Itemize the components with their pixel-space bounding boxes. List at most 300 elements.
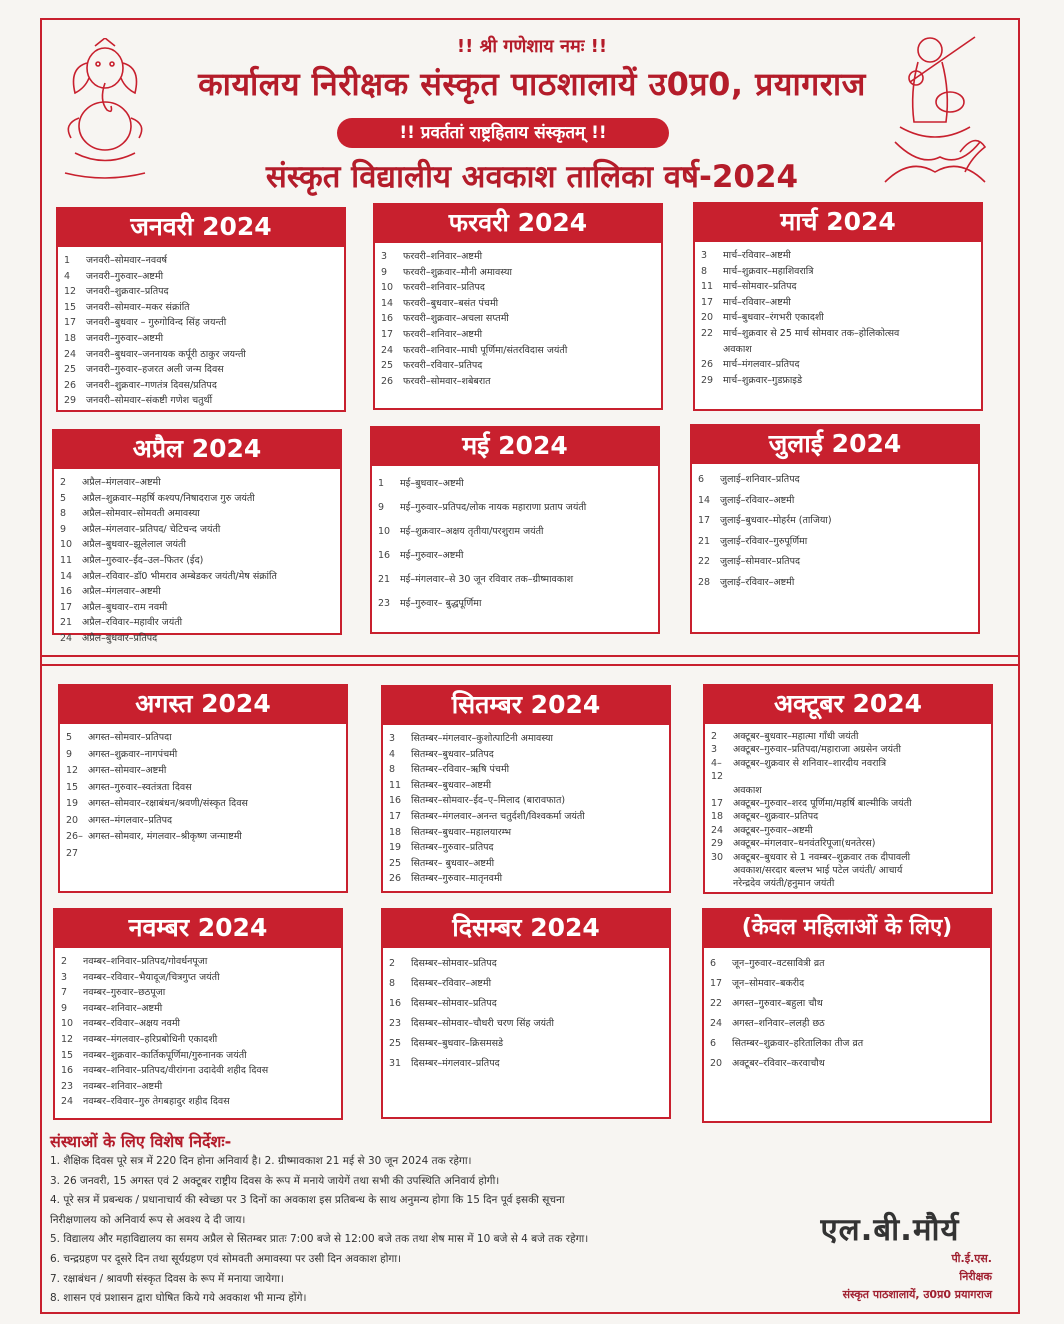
month-box-july	[690, 424, 980, 634]
holiday-text: फरवरी–सोमवार–शबेबरात	[403, 375, 491, 387]
holiday-date: 7	[61, 987, 68, 999]
holiday-date: 25	[381, 360, 394, 372]
holiday-date: 6	[710, 958, 717, 969]
month-title: नवम्बर 2024	[53, 908, 343, 948]
holiday-list	[383, 731, 669, 887]
holiday-item	[64, 331, 338, 347]
holiday-item	[64, 393, 338, 409]
month-title: अगस्त 2024	[58, 684, 348, 724]
month-box-october	[703, 684, 993, 894]
holiday-date: 15	[61, 1049, 74, 1061]
holiday-date: 11	[701, 281, 714, 293]
holiday-date: 14	[698, 494, 711, 506]
holiday-list	[60, 730, 346, 862]
holiday-date: 29	[701, 374, 714, 386]
holiday-text: मार्च–बुधवार–रंगभरी एकादशी	[723, 312, 824, 324]
holiday-text: नवम्बर–मंगलवार–हरिप्रबोधिनी एकादशी	[83, 1033, 218, 1045]
month-title: जनवरी 2024	[56, 207, 346, 247]
holiday-text: जनवरी–शुक्रवार–गणतंत्र दिवस/प्रतिपद	[86, 379, 217, 391]
holiday-item	[64, 284, 338, 300]
holiday-date: 31	[389, 1058, 402, 1069]
special-instructions	[50, 1130, 750, 1309]
holiday-date: 25	[389, 1038, 402, 1049]
holiday-date: 8	[60, 508, 67, 520]
holiday-text: अक्टूबर–मंगलवार–धनवंतरिपूजा(धनतेरस)	[733, 838, 876, 850]
holiday-text: जुलाई–सोमवार–प्रतिपद	[720, 556, 801, 567]
holiday-date	[711, 877, 733, 890]
holiday-text: सितम्बर–सोमवार–ईद–ए–मिलाद (बारावफात)	[411, 795, 566, 807]
holiday-item	[711, 864, 985, 877]
holiday-item	[61, 1094, 335, 1110]
holiday-date: 1	[64, 255, 71, 266]
holiday-item	[378, 568, 652, 592]
holiday-item	[389, 747, 663, 763]
holiday-text: जनवरी–शुक्रवार–प्रतिपद	[86, 286, 169, 298]
holiday-text: अक्टूबर–गुरुवार–शरद पूर्णिमा/महर्षि बाल्मीकि जयंती	[733, 798, 912, 810]
holiday-item	[381, 327, 655, 343]
holiday-item	[381, 265, 655, 281]
holiday-item	[378, 472, 652, 496]
holiday-text: अक्टूबर–गुरुवार–प्रतिपदा/महाराजा अग्रसेन जयंती	[733, 744, 901, 756]
holiday-date: 11	[60, 554, 73, 566]
holiday-text: जनवरी–गुरुवार–अष्टमी	[86, 332, 164, 344]
holiday-date: 3	[701, 250, 708, 261]
holiday-item	[701, 310, 975, 326]
holiday-item	[711, 797, 985, 810]
month-title: दिसम्बर 2024	[381, 908, 671, 948]
holiday-text: जनवरी–गुरुवार–हजरत अली जन्म दिवस	[86, 364, 224, 376]
holiday-item	[60, 569, 334, 585]
holiday-item	[389, 762, 663, 778]
motto-banner: !! प्रवर्ततां राष्ट्रहिताय संस्कृतम् !!	[337, 118, 669, 148]
holiday-date: 30	[711, 851, 724, 863]
holiday-text: सितम्बर–शुक्रवार–हरितालिका तीज व्रत	[732, 1038, 864, 1049]
holiday-item	[389, 994, 663, 1014]
holiday-text: जुलाई–रविवार–अष्टमी	[720, 576, 795, 588]
holiday-item	[701, 357, 975, 373]
holiday-date: 9	[60, 523, 67, 535]
holiday-item	[701, 295, 975, 311]
holiday-item	[61, 1016, 335, 1032]
holiday-date: 20	[701, 312, 714, 324]
signatory-office: संस्कृत पाठशालायें, उ0प्र0 प्रयागराज	[842, 1288, 992, 1301]
holiday-text: अगस्त–सोमवार, मंगलवार–श्रीकृष्ण जन्माष्टमी	[88, 831, 242, 842]
holiday-date: 17	[381, 328, 394, 340]
holiday-date: 29	[64, 395, 77, 407]
holiday-item	[389, 1034, 663, 1054]
holiday-date: 26	[64, 379, 77, 391]
holiday-date	[711, 864, 733, 877]
holiday-item	[66, 763, 340, 780]
holiday-text: जुलाई–शनिवार–प्रतिपद	[720, 474, 800, 485]
holiday-text: अप्रैल–बुधवार–प्रतिपद	[82, 632, 158, 644]
holiday-item	[389, 871, 663, 887]
holiday-item	[60, 491, 334, 507]
holiday-item	[61, 1079, 335, 1095]
holiday-item	[60, 600, 334, 616]
holiday-item	[64, 269, 338, 285]
holiday-text: अवकाश	[733, 784, 762, 796]
holiday-item	[389, 778, 663, 794]
holiday-item	[698, 491, 972, 512]
holiday-date: 28	[698, 576, 711, 588]
holiday-item	[61, 1063, 335, 1079]
holiday-date: 24	[711, 824, 724, 836]
holiday-list	[695, 248, 981, 388]
holiday-text: दिसम्बर–बुधवार–क्रिसमसडे	[411, 1038, 504, 1049]
holiday-item	[698, 511, 972, 532]
month-box-august	[58, 684, 348, 893]
holiday-item	[60, 584, 334, 600]
holiday-list	[58, 253, 344, 409]
holiday-date: 6	[698, 474, 705, 485]
instruction-line: निरीक्षणालय को अनिवार्य रूप से अवश्य दे दी जाय।	[50, 1213, 246, 1226]
holiday-text: जनवरी–बुधवार–जननायक कर्पूरी ठाकुर जयन्ती	[86, 348, 246, 360]
holiday-date: 4–12	[711, 757, 724, 783]
holiday-date: 19	[66, 798, 79, 809]
holiday-item	[64, 378, 338, 394]
holiday-item	[711, 877, 985, 890]
holiday-text: अक्टूबर–शुक्रवार–प्रतिपद	[733, 811, 819, 823]
holiday-text: नवम्बर–रविवार–गुरु तेगबहादुर शहीद दिवस	[83, 1096, 230, 1108]
holiday-date: 18	[389, 826, 402, 838]
holiday-date: 24	[61, 1096, 74, 1108]
holiday-date: 22	[710, 998, 723, 1009]
holiday-text: अगस्त–शनिवार–ललही छठ	[732, 1018, 825, 1029]
holiday-list	[55, 954, 341, 1110]
holiday-item	[378, 496, 652, 520]
holiday-date: 15	[66, 781, 79, 793]
holiday-item	[389, 809, 663, 825]
instruction-line: 3. 26 जनवरी, 15 अगस्त एवं 2 अक्टूबर राष्ट्रीय दिवस के रूप में मनाये जायेगें तथा सभी की उपस्थिति अनिवार्य होगी।	[50, 1174, 500, 1187]
holiday-text: जनवरी–बुधवार – गुरुगोविन्द सिंह जयन्ती	[86, 317, 227, 329]
holiday-date: 16	[378, 550, 391, 561]
holiday-item	[711, 743, 985, 756]
holiday-text: दिसम्बर–सोमवार–प्रतिपद	[411, 998, 497, 1009]
holiday-text: जनवरी–गुरुवार–अष्टमी	[86, 270, 164, 282]
month-title: सितम्बर 2024	[381, 685, 671, 725]
holiday-item	[61, 1048, 335, 1064]
holiday-date: 22	[701, 327, 714, 339]
instructions-list	[50, 1152, 750, 1309]
holiday-date: 17	[701, 296, 714, 308]
holiday-item	[64, 253, 338, 269]
holiday-item	[66, 813, 340, 830]
holiday-date: 5	[60, 492, 67, 504]
holiday-date: 17	[698, 515, 711, 526]
holiday-date: 17	[64, 317, 77, 329]
holiday-date: 9	[381, 266, 388, 278]
instruction-line: 5. विद्यालय और महाविद्यालय का समय अप्रैल से सितम्बर प्रातः 7:00 बजे से 12:00 बजे तक तथा शेष मास में 10 बजे से 4 बजे तक रहेगा।	[50, 1233, 589, 1246]
holiday-item	[60, 631, 334, 647]
instruction-line: 6. चन्द्रग्रहण पर दूसरे दिन तथा सूर्यग्रहण एवं सोमवती अमावस्या पर उसी दिन अवकाश होगा।	[50, 1252, 402, 1265]
holiday-item	[701, 342, 975, 358]
holiday-item	[61, 1001, 335, 1017]
holiday-date: 9	[378, 502, 385, 513]
holiday-list	[704, 954, 990, 1074]
holiday-text: नवम्बर–गुरुवार–छठपूजा	[83, 987, 166, 999]
holiday-date: 24	[381, 344, 394, 356]
holiday-date: 3	[711, 744, 718, 756]
holiday-date: 16	[61, 1065, 74, 1077]
holiday-item	[66, 796, 340, 813]
holiday-text: सितम्बर–रविवार–ऋषि पंचमी	[411, 764, 510, 776]
holiday-date: 14	[60, 570, 73, 582]
holiday-item	[381, 311, 655, 327]
month-title: अक्टूबर 2024	[703, 684, 993, 724]
holiday-text: जनवरी–सोमवार–संकष्टी गणेश चतुर्थी	[86, 395, 213, 407]
holiday-date: 9	[61, 1002, 68, 1014]
month-title: जुलाई 2024	[690, 424, 980, 464]
holiday-item	[389, 793, 663, 809]
holiday-item	[389, 825, 663, 841]
holiday-date: 10	[378, 526, 391, 537]
holiday-item	[60, 522, 334, 538]
month-box-february	[373, 203, 663, 410]
holiday-text: नवम्बर–शनिवार–प्रतिपद/गोवर्धनपूजा	[83, 956, 208, 967]
office-title: कार्यालय निरीक्षक संस्कृत पाठशालायें उ0प्र0, प्रयागराज	[198, 65, 866, 103]
holiday-item	[381, 280, 655, 296]
holiday-item	[66, 747, 340, 764]
holiday-text: जून–गुरुवार–वटसावित्री व्रत	[732, 958, 825, 969]
holiday-text: अगस्त–मंगलवार–प्रतिपद	[88, 814, 173, 826]
holiday-item	[698, 532, 972, 553]
holiday-date: 26–27	[66, 831, 83, 859]
holiday-date: 24	[710, 1018, 723, 1029]
holiday-text: फरवरी–बुधवार–बसंत पंचमी	[403, 297, 499, 309]
holiday-text: नवम्बर–शनिवार–अष्टमी	[83, 1002, 163, 1014]
holiday-item	[710, 1054, 984, 1074]
holiday-item	[711, 784, 985, 797]
holiday-date: 24	[64, 348, 77, 360]
holiday-text: मई–शुक्रवार–अक्षय तृतीया/परशुराम जयंती	[400, 526, 544, 537]
holiday-item	[66, 780, 340, 797]
holiday-date: 8	[389, 764, 396, 776]
holiday-text: अवकाश	[723, 343, 752, 355]
month-title: फरवरी 2024	[373, 203, 663, 243]
holiday-item	[389, 731, 663, 747]
holiday-item	[711, 851, 985, 864]
holiday-item	[389, 1054, 663, 1074]
holiday-text: अगस्त–सोमवार–अष्टमी	[88, 765, 167, 776]
holiday-date: 23	[378, 598, 391, 609]
instruction-line: 7. रक्षाबंधन / श्रावणी संस्कृत दिवस के रूप में मनाया जायेगा।	[50, 1272, 284, 1285]
holiday-item	[710, 974, 984, 994]
signatory-designation: निरीक्षक	[959, 1270, 992, 1283]
month-box-april	[52, 429, 342, 644]
holiday-text: अगस्त–सोमवार–प्रतिपदा	[88, 732, 172, 743]
holiday-item	[381, 374, 655, 390]
holiday-text: नवम्बर–शनिवार–प्रतिपद/वीरांगना उदादेवी शहीद दिवस	[83, 1065, 269, 1077]
holiday-date: 9	[66, 748, 73, 760]
holiday-date: 12	[66, 765, 79, 776]
holiday-date: 2	[711, 731, 718, 742]
holiday-date	[711, 784, 733, 797]
holiday-item	[389, 954, 663, 974]
holiday-date: 2	[389, 958, 396, 969]
holiday-text: सितम्बर–बुधवार–अष्टमी	[411, 779, 492, 791]
holiday-text: अगस्त–शुक्रवार–नागपंचमी	[88, 748, 178, 760]
holiday-date: 17	[60, 601, 73, 613]
holiday-text: फरवरी–रविवार–प्रतिपद	[403, 360, 483, 372]
holiday-item	[711, 730, 985, 743]
holiday-date: 21	[60, 617, 73, 629]
month-title: (केवल महिलाओं के लिए)	[702, 908, 992, 948]
holiday-text: सितम्बर–बुधवार–प्रतिपद	[411, 748, 494, 760]
holiday-item	[711, 757, 985, 784]
holiday-date: 20	[710, 1058, 723, 1069]
holiday-text: अप्रैल–बुधवार–राम नवमी	[82, 601, 168, 613]
holiday-text: अप्रैल–रविवार–महावीर जयंती	[82, 617, 183, 629]
instruction-line: 1. शैक्षिक दिवस पूरे सत्र में 220 दिन होना अनिवार्य है। 2. ग्रीष्मावकाश 21 मई से 30 जून 2024 तक रहेगा।	[50, 1155, 472, 1167]
holiday-date: 2	[60, 477, 67, 488]
holiday-item	[66, 730, 340, 747]
holiday-text: सितम्बर–बुधवार–महालयारम्भ	[411, 826, 512, 838]
holiday-date: 15	[64, 301, 77, 313]
holiday-text: मई–गुरुवार–प्रतिपद/लोक नायक महाराणा प्रताप जयंती	[400, 502, 587, 513]
holiday-date: 14	[381, 297, 394, 309]
signatory-service: पी.ई.एस.	[951, 1252, 992, 1265]
holiday-item	[389, 856, 663, 872]
holiday-text: मार्च–शुक्रवार से 25 मार्च सोमवार तक–होलिकोत्सव	[723, 327, 900, 339]
holiday-list	[375, 249, 661, 389]
holiday-text: नवम्बर–शनिवार–अष्टमी	[83, 1080, 163, 1092]
holiday-item	[710, 994, 984, 1014]
holiday-item	[389, 974, 663, 994]
holiday-date: 10	[381, 282, 394, 294]
holiday-date: 26	[381, 375, 394, 387]
holiday-date: 17	[389, 810, 402, 822]
holiday-date: 1	[378, 478, 385, 489]
holiday-item	[381, 343, 655, 359]
holiday-item	[378, 592, 652, 616]
holiday-text: सितम्बर–गुरुवार–मातृनवमी	[411, 873, 503, 885]
holiday-text: अगस्त–सोमवार–रक्षाबंधन/श्रवणी/संस्कृत दिवस	[88, 798, 248, 809]
holiday-text: दिसम्बर–सोमवार–प्रतिपद	[411, 958, 497, 969]
holiday-text: अप्रैल–मंगलवार–प्रतिपद/ चेटिचन्द जयंती	[82, 523, 221, 535]
holiday-text: जनवरी–सोमवार–मकर संक्रांति	[86, 301, 190, 313]
holiday-date: 5	[66, 732, 73, 743]
holiday-item	[711, 837, 985, 850]
holiday-item	[64, 300, 338, 316]
holiday-list	[692, 470, 978, 593]
instruction-line: 8. शासन एवं प्रशासन द्वारा घोषित किये गये अवकाश भी मान्य होंगे।	[50, 1292, 307, 1305]
holiday-text: सितम्बर–गुरुवार–प्रतिपद	[411, 842, 494, 854]
holiday-item	[711, 810, 985, 823]
holiday-date: 3	[389, 733, 396, 744]
holiday-item	[64, 315, 338, 331]
holiday-item	[698, 573, 972, 594]
holiday-text: अवकाश/सरदार बल्लभ भाई पटेल जयंती/ आचार्य	[733, 865, 903, 877]
holiday-text: अक्टूबर–बुधवार–महात्मा गाँधी जयंती	[733, 731, 859, 742]
holiday-date: 26	[701, 359, 714, 371]
holiday-item	[698, 470, 972, 491]
holiday-item	[61, 970, 335, 986]
holiday-date: 21	[378, 574, 391, 585]
holiday-item	[64, 347, 338, 363]
holiday-text: दिसम्बर–मंगलवार–प्रतिपद	[411, 1058, 500, 1069]
holiday-date: 10	[60, 539, 73, 551]
holiday-date: 21	[698, 535, 711, 547]
holiday-text: मार्च–रविवार–अष्टमी	[723, 296, 791, 308]
holiday-date: 8	[701, 265, 708, 277]
holiday-text: फरवरी–शुक्रवार–मौनी अमावस्या	[403, 266, 512, 278]
holiday-item	[711, 824, 985, 837]
holiday-text: अप्रैल–शुक्रवार–महर्षि कश्यप/निषादराज गुरु जयंती	[82, 492, 255, 504]
holiday-text: अगस्त–गुरुवार–स्वतंत्रता दिवस	[88, 781, 192, 793]
month-box-march	[693, 202, 983, 411]
holiday-item	[61, 985, 335, 1001]
holiday-date: 12	[61, 1033, 74, 1045]
holiday-text: अप्रैल–बुधवार–झूलेलाल जयंती	[82, 539, 186, 551]
month-box-may	[370, 426, 660, 634]
holiday-text: फरवरी–शुक्रवार–अचला सप्तमी	[403, 313, 509, 325]
holiday-text: जून–सोमवार–बकरीद	[732, 978, 805, 989]
month-box-september	[381, 685, 671, 893]
holiday-list	[705, 730, 991, 891]
holiday-text: नरेन्द्रदेव जयंती/हनुमान जयंती	[733, 878, 835, 890]
holiday-item	[698, 552, 972, 573]
instruction-line: 4. पूरे सत्र में प्रबन्धक / प्रधानाचार्य की स्वेच्छा पर 3 दिनों का अवकाश इस प्रतिबन्ध के साथ अनुमन्य होगा कि 15 दिन पूर्व इसकी सूचना	[50, 1194, 565, 1207]
holiday-date: 3	[61, 971, 68, 983]
holiday-date: 16	[381, 313, 394, 325]
holiday-item	[701, 248, 975, 264]
holiday-text: जनवरी–सोमवार–नववर्ष	[86, 255, 167, 266]
holiday-item	[710, 1034, 984, 1054]
holiday-text: अक्टूबर–बुधवार से 1 नवम्बर–शुक्रवार तक दीपावली	[733, 851, 911, 863]
holiday-text: मार्च–शुक्रवार–महाशिवरात्रि	[723, 265, 814, 277]
holiday-text: मई–गुरुवार–अष्टमी	[400, 550, 464, 561]
holiday-date: 23	[61, 1080, 74, 1092]
signatory-name: एल.बी.मौर्य	[820, 1212, 960, 1248]
holiday-item	[710, 1014, 984, 1034]
holiday-date	[701, 342, 723, 358]
holiday-list	[54, 475, 340, 647]
holiday-text: मई–बुधवार–अष्टमी	[400, 478, 464, 489]
holiday-date: 23	[389, 1018, 402, 1029]
holiday-text: अप्रैल–गुरुवार–ईद–उल–फितर (ईद)	[82, 554, 204, 566]
holiday-date: 18	[711, 811, 724, 823]
holiday-text: अप्रैल–मंगलवार–अष्टमी	[82, 477, 161, 488]
holiday-text: अगस्त–गुरुवार–बहुला चौथ	[732, 998, 823, 1009]
month-box-november	[53, 908, 343, 1120]
holiday-text: नवम्बर–रविवार–भैयादूज/चित्रगुप्त जयंती	[83, 971, 220, 983]
holiday-text: मार्च–सोमवार–प्रतिपद	[723, 281, 797, 293]
holiday-text: अक्टूबर–रविवार–करवाचौथ	[732, 1058, 825, 1069]
holiday-item	[389, 1014, 663, 1034]
holiday-item	[66, 829, 340, 862]
holiday-text: फरवरी–शनिवार–प्रतिपद	[403, 282, 485, 294]
holiday-text: सितम्बर– बुधवार–अष्टमी	[411, 857, 495, 869]
holiday-item	[60, 475, 334, 491]
holiday-date: 10	[61, 1018, 74, 1030]
holiday-text: मार्च–शुक्रवार–गुडफ्राइडे	[723, 374, 803, 386]
holiday-text: फरवरी–शनिवार–अष्टमी	[403, 328, 483, 340]
month-title: मार्च 2024	[693, 202, 983, 242]
holiday-date: 18	[64, 332, 77, 344]
holiday-item	[710, 954, 984, 974]
holiday-date: 4	[389, 748, 396, 760]
section-divider	[42, 655, 1018, 657]
holiday-text: जुलाई–बुधवार–मोहर्रम (ताजिया)	[720, 515, 832, 526]
holiday-list	[372, 472, 658, 616]
holiday-item	[60, 506, 334, 522]
holiday-text: अक्टूबर–गुरुवार–अष्टमी	[733, 824, 813, 836]
holiday-text: अप्रैल–रविवार–डॉ0 भीमराव अम्बेडकर जयंती/मेष संक्रांति	[82, 570, 277, 582]
holiday-date: 16	[389, 998, 402, 1009]
holiday-item	[701, 326, 975, 342]
section-divider	[42, 664, 1018, 666]
